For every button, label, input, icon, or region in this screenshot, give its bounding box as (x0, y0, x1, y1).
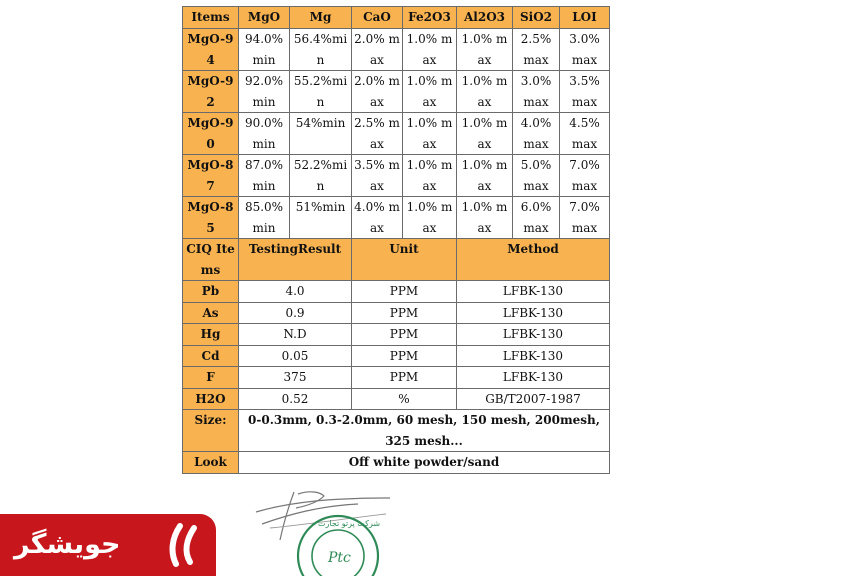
size-label: Size: (183, 410, 239, 452)
stamp-ring-text: شرکت پرتو تجارت (318, 519, 381, 528)
size-row (183, 410, 610, 452)
mgo-cell: 92.0% min (239, 71, 290, 113)
size-value: 0-0.3mm, 0.3-2.0mm, 60 mesh, 150 mesh, 200mesh, 325 mesh... (239, 410, 610, 452)
mgo-cell: 85.0% min (239, 197, 290, 239)
table-row (183, 113, 610, 155)
sio2-cell: 2.5% max (513, 29, 560, 71)
al2o3-cell: 1.0% max (457, 29, 513, 71)
table-row (183, 345, 610, 367)
method-cell: LFBK-130 (457, 345, 610, 367)
header-mg: Mg (290, 7, 352, 29)
result-cell: 0.52 (239, 388, 352, 410)
loi-cell: 3.0% max (560, 29, 610, 71)
mgo-cell: 90.0% min (239, 113, 290, 155)
sio2-cell: 4.0% max (513, 113, 560, 155)
method-header: Method (457, 239, 610, 281)
result-cell: 0.05 (239, 345, 352, 367)
brand-mark-icon (162, 522, 206, 568)
header-loi: LOI (560, 7, 610, 29)
spec-header-row (183, 7, 610, 29)
table-row (183, 71, 610, 113)
cao-cell: 2.0% max (352, 71, 403, 113)
header-cao: CaO (352, 7, 403, 29)
header-items: Items (183, 7, 239, 29)
fe2o3-cell: 1.0% max (403, 71, 457, 113)
unit-cell: % (352, 388, 457, 410)
ciq-item-cell: Pb (183, 281, 239, 303)
unit-cell: PPM (352, 367, 457, 389)
ciq-item-cell: As (183, 302, 239, 324)
ciq-header-row (183, 239, 610, 281)
al2o3-cell: 1.0% max (457, 71, 513, 113)
look-label: Look (183, 452, 239, 474)
cao-cell: 3.5% max (352, 155, 403, 197)
method-cell: LFBK-130 (457, 302, 610, 324)
ciq-items-header: CIQ Items (183, 239, 239, 281)
mgo-cell: 87.0% min (239, 155, 290, 197)
unit-cell: PPM (352, 281, 457, 303)
sio2-cell: 6.0% max (513, 197, 560, 239)
mg-cell: 54%min (290, 113, 352, 155)
fe2o3-cell: 1.0% max (403, 197, 457, 239)
cao-cell: 2.0% max (352, 29, 403, 71)
mg-cell: 51%min (290, 197, 352, 239)
ciq-item-cell: F (183, 367, 239, 389)
al2o3-cell: 1.0% max (457, 155, 513, 197)
loi-cell: 4.5% max (560, 113, 610, 155)
table-row (183, 197, 610, 239)
fe2o3-cell: 1.0% max (403, 113, 457, 155)
al2o3-cell: 1.0% max (457, 197, 513, 239)
method-cell: LFBK-130 (457, 324, 610, 346)
grade-cell: MgO-94 (183, 29, 239, 71)
ciq-item-cell: H2O (183, 388, 239, 410)
look-row (183, 452, 610, 474)
mgo-cell: 94.0% min (239, 29, 290, 71)
stamp-center-text: Ptc (328, 550, 351, 566)
grade-cell: MgO-92 (183, 71, 239, 113)
brand-logo (0, 514, 216, 576)
header-al2o3: Al2O3 (457, 7, 513, 29)
result-cell: 4.0 (239, 281, 352, 303)
table-row (183, 302, 610, 324)
unit-cell: PPM (352, 324, 457, 346)
loi-cell: 7.0% max (560, 155, 610, 197)
sio2-cell: 5.0% max (513, 155, 560, 197)
ciq-item-cell: Hg (183, 324, 239, 346)
table-row (183, 29, 610, 71)
header-mgo: MgO (239, 7, 290, 29)
table-row (183, 281, 610, 303)
mg-cell: 52.2%min (290, 155, 352, 197)
cao-cell: 4.0% max (352, 197, 403, 239)
grade-cell: MgO-85 (183, 197, 239, 239)
sio2-cell: 3.0% max (513, 71, 560, 113)
table-row (183, 155, 610, 197)
al2o3-cell: 1.0% max (457, 113, 513, 155)
header-sio2: SiO2 (513, 7, 560, 29)
table-row (183, 388, 610, 410)
loi-cell: 3.5% max (560, 71, 610, 113)
fe2o3-cell: 1.0% max (403, 29, 457, 71)
unit-cell: PPM (352, 302, 457, 324)
table-row (183, 367, 610, 389)
fe2o3-cell: 1.0% max (403, 155, 457, 197)
loi-cell: 7.0% max (560, 197, 610, 239)
result-cell: N.D (239, 324, 352, 346)
company-stamp-icon (290, 510, 386, 576)
method-cell: LFBK-130 (457, 281, 610, 303)
mg-cell: 55.2%min (290, 71, 352, 113)
grade-cell: MgO-90 (183, 113, 239, 155)
testing-result-header: TestingResult (239, 239, 352, 281)
cao-cell: 2.5% max (352, 113, 403, 155)
result-cell: 375 (239, 367, 352, 389)
mg-cell: 56.4%min (290, 29, 352, 71)
result-cell: 0.9 (239, 302, 352, 324)
ciq-item-cell: Cd (183, 345, 239, 367)
unit-cell: PPM (352, 345, 457, 367)
header-fe2o3: Fe2O3 (403, 7, 457, 29)
grade-cell: MgO-87 (183, 155, 239, 197)
look-value: Off white powder/sand (239, 452, 610, 474)
brand-name: جویشگر (14, 529, 121, 560)
unit-header: Unit (352, 239, 457, 281)
table-row (183, 324, 610, 346)
spec-table (182, 6, 610, 474)
method-cell: GB/T2007-1987 (457, 388, 610, 410)
method-cell: LFBK-130 (457, 367, 610, 389)
